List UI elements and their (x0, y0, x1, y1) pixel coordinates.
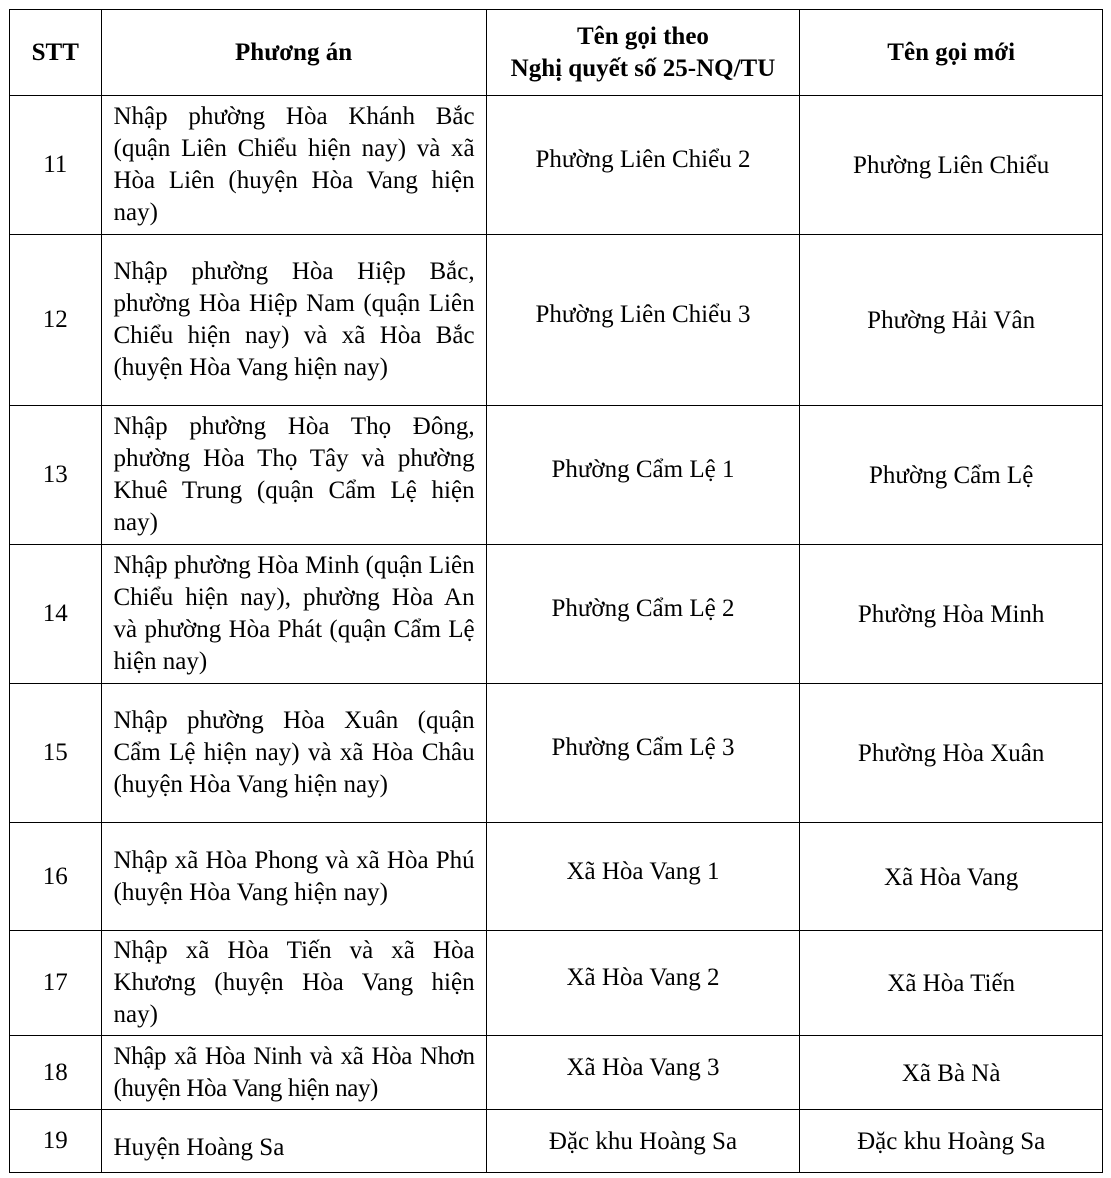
cell-plan: Nhập phường Hòa Thọ Đông, phường Hòa Thọ Tây và phường Khuê Trung (quận Cẩm Lệ hiện nay) (101, 406, 486, 545)
cell-old-name (486, 1036, 800, 1110)
table-row (10, 406, 1103, 545)
cell-new-name (800, 96, 1103, 235)
cell-stt: 16 (10, 823, 102, 931)
header-old-name-line1: Tên gọi theo (576, 22, 709, 50)
cell-plan: Nhập xã Hòa Ninh và xã Hòa Nhơn (huyện Hòa Vang hiện nay) (101, 1036, 486, 1110)
cell-new-name (800, 684, 1103, 823)
table-row (10, 931, 1103, 1036)
new-name-text: Phường Hòa Minh (857, 601, 1045, 628)
cell-old-name (486, 96, 800, 235)
new-name-text: Đặc khu Hoàng Sa (857, 1128, 1046, 1155)
cell-new-name (800, 823, 1103, 931)
cell-plan: Huyện Hoàng Sa (101, 1110, 486, 1173)
new-name-text: Xã Hòa Vang (884, 863, 1019, 891)
cell-old-name (486, 406, 800, 545)
old-name-text: Xã Hòa Vang 2 (566, 964, 720, 991)
new-name-text: Phường Hải Vân (867, 307, 1036, 334)
cell-old-name (486, 823, 800, 931)
cell-old-name (486, 1110, 800, 1173)
cell-plan: Nhập xã Hòa Tiến và xã Hòa Khương (huyện Hòa Vang hiện nay) (101, 931, 486, 1036)
header-stt: STT (10, 10, 102, 96)
new-name-text: Xã Bà Nà (901, 1059, 1001, 1087)
old-name-text: Xã Hòa Vang 3 (566, 1053, 720, 1081)
old-name-text: Phường Cẩm Lệ 2 (551, 595, 735, 622)
cell-old-name (486, 931, 800, 1036)
cell-stt: 18 (10, 1036, 102, 1110)
cell-new-name (800, 545, 1103, 684)
cell-plan: Nhập phường Hòa Hiệp Bắc, phường Hòa Hiệp Nam (quận Liên Chiểu hiện nay) và xã Hòa Bắc (huyện Hòa Vang hiện nay) (101, 235, 486, 406)
table-row (10, 96, 1103, 235)
new-name-text: Phường Liên Chiểu (853, 152, 1050, 179)
table-row (10, 545, 1103, 684)
cell-plan: Nhập phường Hòa Khánh Bắc (quận Liên Chiểu hiện nay) và xã Hòa Liên (huyện Hòa Vang hiện nay) (101, 96, 486, 235)
merger-table (9, 9, 1103, 1173)
table-row (10, 235, 1103, 406)
table-row (10, 823, 1103, 931)
cell-new-name (800, 406, 1103, 545)
cell-stt: 15 (10, 684, 102, 823)
old-name-text: Phường Cẩm Lệ 1 (551, 456, 735, 483)
new-name-text: Xã Hòa Tiến (887, 970, 1016, 997)
header-new-name: Tên gọi mới (800, 10, 1103, 96)
cell-plan: Nhập phường Hòa Minh (quận Liên Chiểu hiện nay), phường Hòa An và phường Hòa Phát (quận Cẩm Lệ hiện nay) (101, 545, 486, 684)
old-name-text: Xã Hòa Vang 1 (566, 857, 720, 885)
cell-stt: 14 (10, 545, 102, 684)
cell-plan: Nhập xã Hòa Phong và xã Hòa Phú (huyện Hòa Vang hiện nay) (101, 823, 486, 931)
old-name-text: Phường Liên Chiểu 3 (535, 301, 751, 328)
table-row (10, 684, 1103, 823)
cell-new-name (800, 1036, 1103, 1110)
cell-stt: 17 (10, 931, 102, 1036)
header-old-name-line2: Nghị quyết số 25-NQ/TU (510, 54, 776, 82)
cell-stt: 13 (10, 406, 102, 545)
cell-new-name (800, 1110, 1103, 1173)
new-name-text: Phường Hòa Xuân (857, 740, 1045, 767)
table-row (10, 1110, 1103, 1173)
header-plan: Phương án (101, 10, 486, 96)
cell-new-name (800, 931, 1103, 1036)
cell-plan: Nhập phường Hòa Xuân (quận Cẩm Lệ hiện nay) và xã Hòa Châu (huyện Hòa Vang hiện nay) (101, 684, 486, 823)
cell-old-name (486, 235, 800, 406)
cell-stt: 12 (10, 235, 102, 406)
header-old-name (486, 10, 800, 96)
new-name-text: Phường Cẩm Lệ (869, 462, 1034, 489)
table-header (10, 10, 1103, 96)
cell-old-name (486, 684, 800, 823)
old-name-text: Đặc khu Hoàng Sa (548, 1128, 738, 1155)
cell-old-name (486, 545, 800, 684)
table-body (10, 96, 1103, 1173)
cell-stt: 19 (10, 1110, 102, 1173)
old-name-text: Phường Liên Chiểu 2 (535, 146, 751, 173)
table-row (10, 1036, 1103, 1110)
old-name-text: Phường Cẩm Lệ 3 (551, 734, 735, 761)
cell-new-name (800, 235, 1103, 406)
header-row (10, 10, 1103, 96)
cell-stt: 11 (10, 96, 102, 235)
